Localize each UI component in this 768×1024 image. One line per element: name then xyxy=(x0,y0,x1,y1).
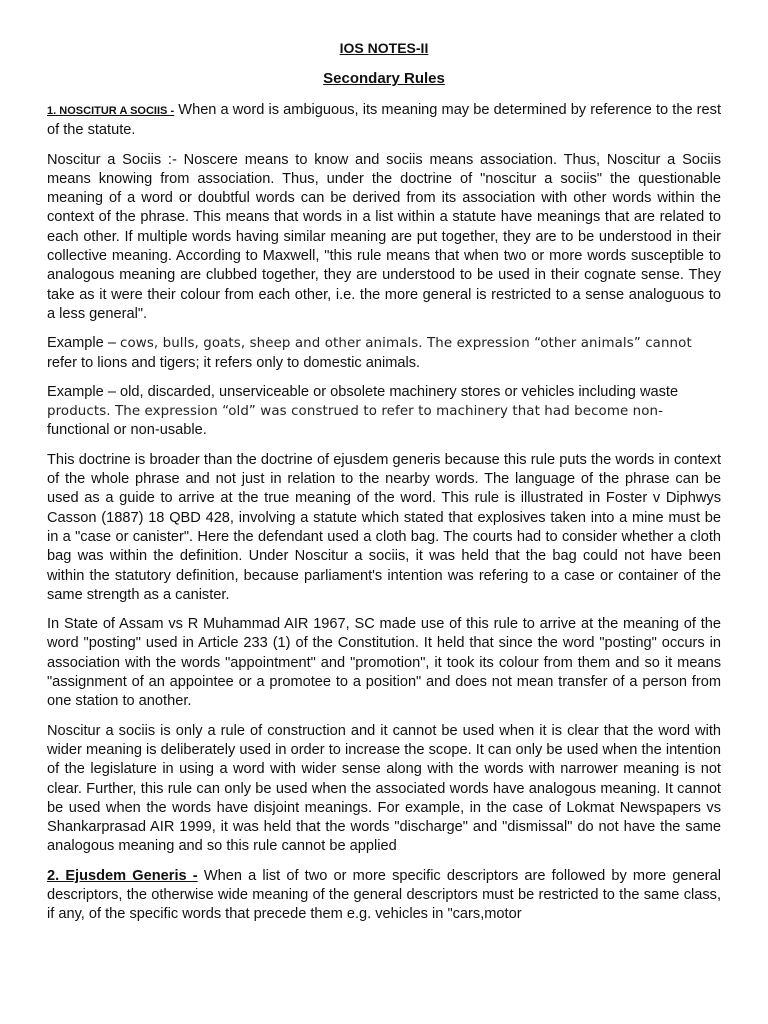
noscitur-intro-text: When a word is ambiguous, its meaning may be determined by reference to the rest of the statute. xyxy=(47,102,722,139)
example-2-start: Example – old, discarded, unserviceable or obsolete machinery stores or vehicles including waste xyxy=(47,383,679,400)
noscitur-intro xyxy=(47,101,721,141)
construction-rule-paragraph: Noscitur a sociis is only a rule of construction and it cannot be used when it is clear that the word with wider meaning is deliberately used in order to increase the scope. It can only be used when the intention of the legislature in using a word with wider sense along with the words with narrower meaning is not clear. Further, this rule can only be used when the associated words have analogous meaning. It cannot be used when the words have disjoint meanings. For example, in the case of Lokmat Newspapers vs Shankarprasad AIR 1999, it was held that the words "discharge" and "dismissal" do not have the same analogous meaning and so this rule cannot be applied xyxy=(47,722,721,855)
noscitur-definition: Noscitur a Sociis :- Noscere means to know and sociis means association. Thus, Noscitur a Sociis means knowing from association. Thus, under the doctrine of "noscitur a sociis" the questionable meaning of a word or doubtful words can be derived from its association with other words within the context of the phrase. This means that words in a list within a statute have meanings that are related to each other. If multiple words having similar meaning are put together, they are to be understood in their collective meaning. According to Maxwell, "this rule means that when two or more words susceptible to analogous meaning are clubbed together, they are understood to be used in their cognate sense. They take as it were their colour from each other, i.e. the more general is restricted to a sense analoguous to a less general". xyxy=(47,151,721,322)
example-1-alt: cows, bulls, goats, sheep and other animals. The expression “other animals” cannot xyxy=(120,336,692,352)
example-2-alt: products. The expression “old” was construed to refer to machinery that had become non- xyxy=(47,404,664,420)
example-1 xyxy=(47,334,721,373)
noscitur-label: 1. NOSCITUR A SOCIIS - xyxy=(47,105,175,117)
document-title: IOS NOTES-II xyxy=(339,40,429,56)
example-1-end: refer to lions and tigers; it refers only to domestic animals. xyxy=(47,354,421,371)
example-2 xyxy=(47,383,721,441)
section-heading: Secondary Rules xyxy=(323,70,445,87)
assam-case-paragraph: In State of Assam vs R Muhammad AIR 1967, SC made use of this rule to arrive at the meaning of the word "posting" used in Article 233 (1) of the Constitution. It held that since the word "posting" occurs in association with the words "appointment" and "promotion", it took its colour from them and so it means "assignment of an appointee or a promotee to a position" and does not mean transfer of a person from one station to another. xyxy=(47,616,721,710)
ejusdem-generis-label: 2. Ejusdem Generis - xyxy=(47,867,198,884)
doctrine-paragraph: This doctrine is broader than the doctrine of ejusdem generis because this rule puts the words in context of the whole phrase and not just in relation to the nearby words. The language of the phrase can be used as a guide to arrive at the true meaning of the word. This rule is illustrated in Foster v Diphwys Casson (1887) 18 QBD 428, involving a statute which stated that explosives taken into a mine must be in a "case or canister". Here the defendant used a cloth bag. The courts had to consider whether a cloth bag was within the definition. Under Noscitur a sociis, it was held that the bag could not have been within the statutory definition, because parliament's intention was refering to a case or container of the same strength as a canister. xyxy=(47,451,721,603)
ejusdem-generis-text: When a list of two or more specific descriptors are followed by more general descriptors, the otherwise wide meaning of the general descriptors must be restricted to the same class, if any, of the specific words that precede them e.g. vehicles in "cars,motor xyxy=(47,867,722,923)
example-1-start: Example – xyxy=(47,335,121,352)
example-2-end: functional or non-usable. xyxy=(47,422,207,439)
ejusdem-generis-paragraph xyxy=(47,867,721,925)
